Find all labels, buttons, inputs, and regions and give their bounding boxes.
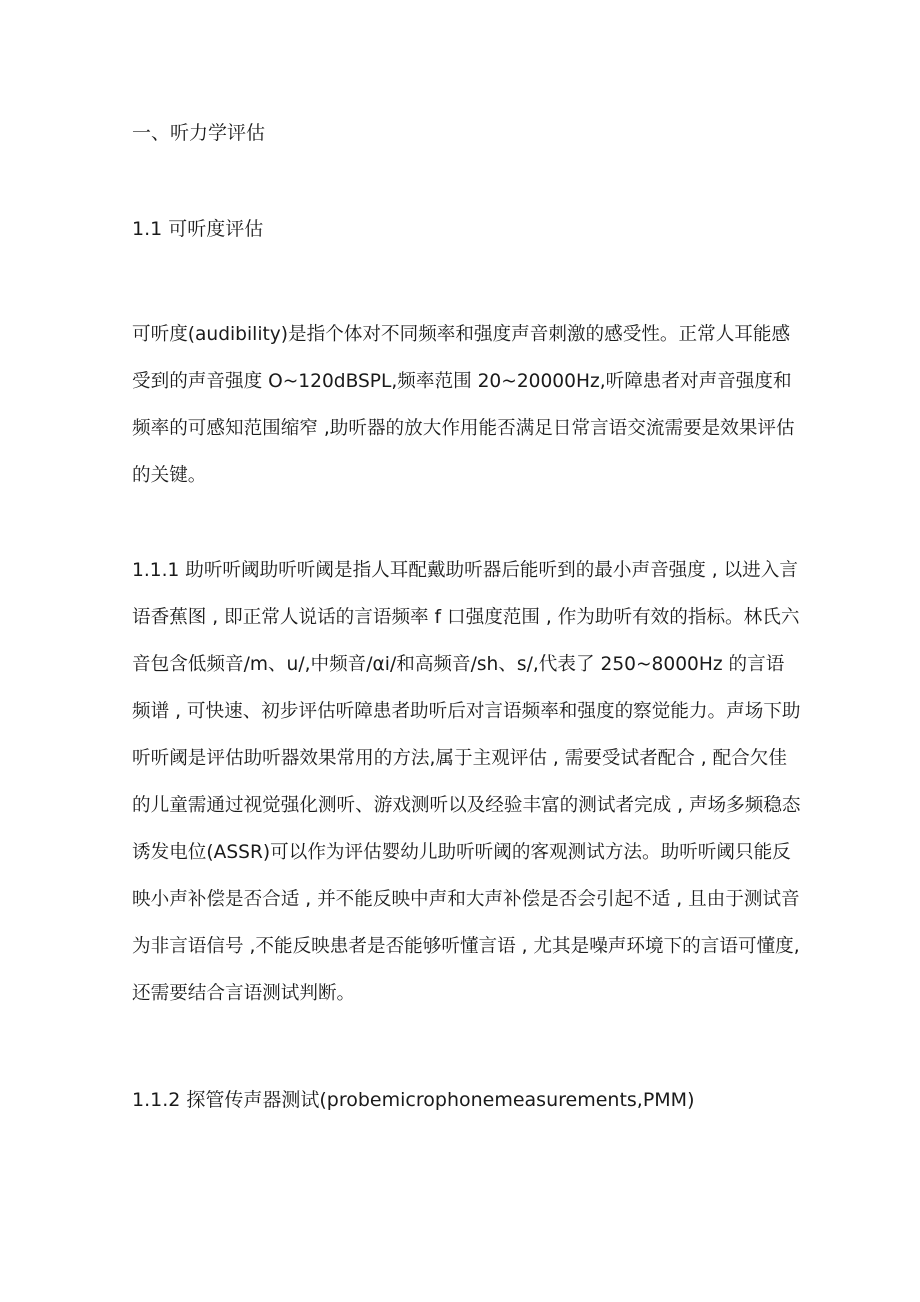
section-heading: 一、听力学评估 bbox=[132, 122, 266, 144]
paragraph-line: 的关键。 bbox=[132, 465, 207, 486]
paragraph-line: 频率的可感知范围缩窄 ,助听器的放大作用能否满足日常言语交流需要是效果评估 bbox=[132, 418, 795, 439]
paragraph-line: 频谱 , 可快速、初步评估听障患者助听后对言语频率和强度的察觉能力。声场下助 bbox=[132, 701, 801, 722]
aided-threshold-paragraph bbox=[132, 547, 802, 1017]
paragraph-line: 可听度(audibility)是指个体对不同频率和强度声音刺激的感受性。正常人耳能感 bbox=[132, 324, 791, 345]
paragraph-line: 语香蕉图 , 即正常人说话的言语频率 f 口强度范围 , 作为助听有效的指标。林氏六 bbox=[132, 607, 800, 628]
paragraph-line: 的儿童需通过视觉强化测听、游戏测听以及经验丰富的测试者完成 , 声场多频稳态 bbox=[132, 795, 801, 816]
paragraph-line: 还需要结合言语测试判断。 bbox=[132, 983, 356, 1004]
audibility-paragraph bbox=[132, 311, 802, 499]
subsection-heading: 1.1 可听度评估 bbox=[132, 218, 264, 240]
paragraph-line: 为非言语信号 ,不能反映患者是否能够听懂言语 , 尤其是噪声环境下的言语可懂度, bbox=[132, 936, 800, 957]
paragraph-line: 听听阈是评估助听器效果常用的方法,属于主观评估 , 需要受试者配合 , 配合欠佳 bbox=[132, 748, 787, 769]
paragraph-line: 1.1.1 助听听阈助听听阈是指人耳配戴助听器后能听到的最小声音强度 , 以进入言 bbox=[132, 560, 798, 581]
paragraph-line: 映小声补偿是否合适 , 并不能反映中声和大声补偿是否会引起不适 , 且由于测试音 bbox=[132, 889, 800, 910]
paragraph-line: 音包含低频音/m、u/,中频音/αi/和高频音/sh、s/,代表了 250~8000Hz 的言语 bbox=[132, 654, 785, 675]
paragraph-line: 受到的声音强度 O~120dBSPL,频率范围 20~20000Hz,听障患者对声音强度和 bbox=[132, 371, 792, 392]
paragraph-line: 诱发电位(ASSR)可以作为评估婴幼儿助听听阈的客观测试方法。助听听阈只能反 bbox=[132, 842, 791, 863]
subsection-heading: 1.1.2 探管传声器测试(probemicrophonemeasurements,PMM) bbox=[132, 1089, 695, 1111]
